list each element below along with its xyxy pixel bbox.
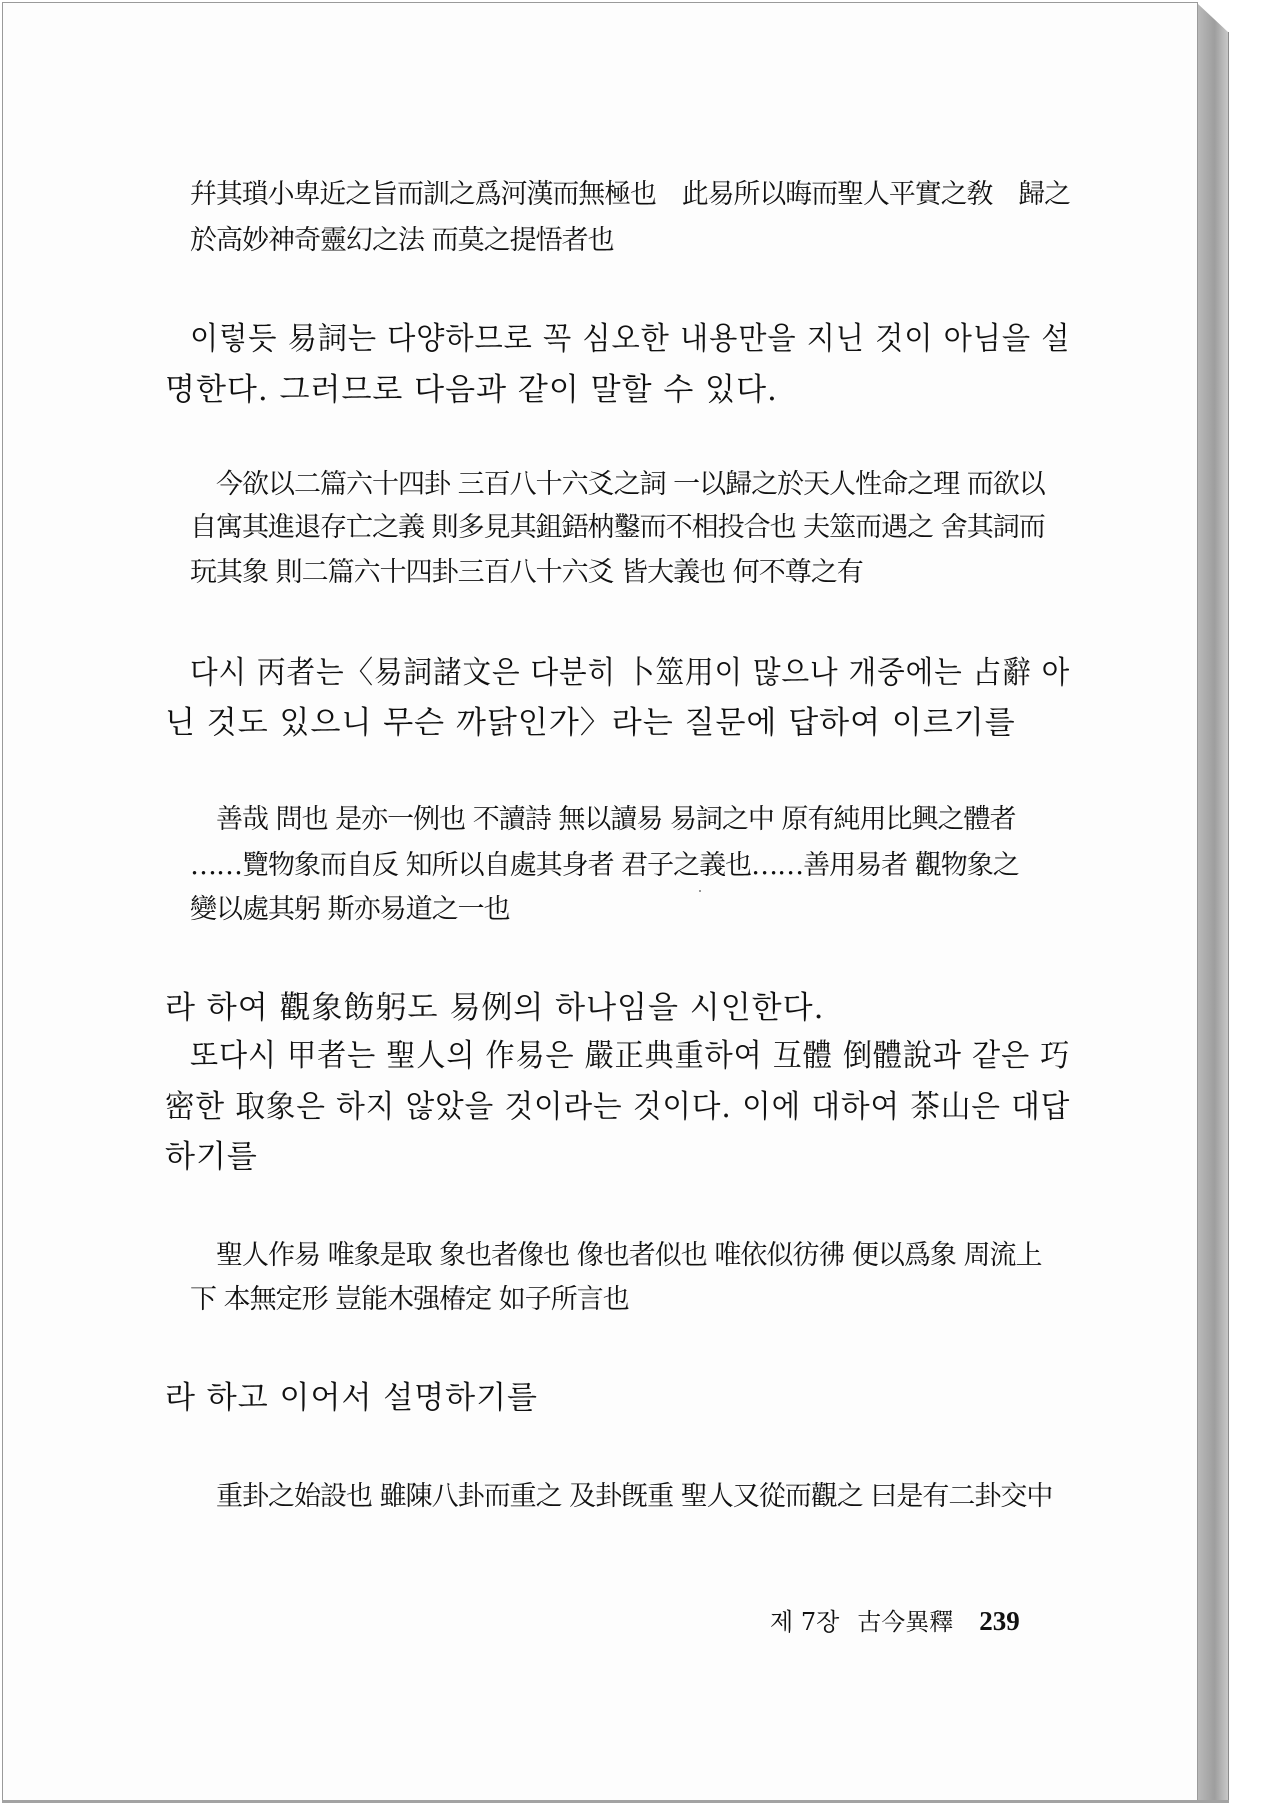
para4-line-1: 라 하고 이어서 설명하기를	[165, 1380, 538, 1416]
quote4-line-1: 聖人作易 唯象是取 象也者像也 像也者似也 唯依似彷彿 便以爲象 周流上	[216, 1240, 1042, 1271]
quote3-line-1: 善哉 問也 是亦一例也 不讀詩 無以讀易 易詞之中 原有純用比興之體者	[216, 804, 1016, 835]
para3-line-1: 라 하여 觀象飭躬도 易例의 하나임을 시인한다.	[165, 990, 825, 1026]
footer-chapter: 제 7장	[770, 1608, 840, 1636]
para1-line-1: 이렇듯 易詞는 다양하므로 꼭 심오한 내용만을 지닌 것이 아님을 설	[190, 321, 1071, 357]
quote3-line-2: ……覽物象而自反 知所以自處其身者 君子之義也……善用易者 觀物象之	[190, 850, 1019, 881]
page-edge-shadow	[1198, 4, 1228, 1802]
quote5-line-1: 重卦之始設也 雖陳八卦而重之 及卦旣重 聖人又從而觀之 曰是有二卦交中	[216, 1481, 1053, 1512]
para2-line-2: 닌 것도 있으니 무슨 까닭인가〉라는 질문에 답하여 이르기를	[165, 705, 1016, 741]
page-number: 239	[979, 1606, 1020, 1636]
page-footer	[770, 1602, 1020, 1637]
quote4-line-2: 下 本無定形 豈能木强椿定 如子所言也	[190, 1284, 629, 1315]
para3-line-2: 또다시 甲者는 聖人의 作易은 嚴正典重하여 互體 倒體說과 같은 巧	[190, 1038, 1071, 1074]
para3-line-4: 하기를	[165, 1139, 258, 1175]
page-sheet	[2, 2, 1198, 1802]
quote3-line-3: 變以處其躬 斯亦易道之一也	[190, 894, 510, 925]
page-edge-line	[1228, 32, 1229, 1802]
quote2-line-3: 玩其象 則二篇六十四卦三百八十六爻 皆大義也 何不尊之有	[190, 557, 863, 588]
quote2-line-2: 自寓其進退存亡之義 則多見其鉏鋙枘鑿而不相投合也 夫筮而遇之 舍其詞而	[190, 512, 1045, 543]
quote2-line-1: 今欲以二篇六十四卦 三百八十六爻之詞 一以歸之於天人性命之理 而欲以	[216, 469, 1045, 500]
quote1-line-1: 幷其瑣小卑近之旨而訓之爲河漢而無極也 此易所以晦而聖人平實之敎 歸之	[190, 179, 1071, 210]
para2-line-1: 다시 丙者는〈易詞諸文은 다분히 卜筮用이 많으나 개중에는 占辭 아	[190, 655, 1071, 691]
page-bottom-edge	[2, 1800, 1229, 1803]
scan-speck	[699, 890, 701, 892]
para1-line-2: 명한다. 그러므로 다음과 같이 말할 수 있다.	[165, 372, 778, 408]
para3-line-3: 密한 取象은 하지 않았을 것이라는 것이다. 이에 대하여 茶山은 대답	[165, 1089, 1071, 1125]
footer-title: 古今異釋	[857, 1608, 954, 1636]
quote1-line-2: 於高妙神奇靈幻之法 而莫之提悟者也	[190, 225, 614, 256]
